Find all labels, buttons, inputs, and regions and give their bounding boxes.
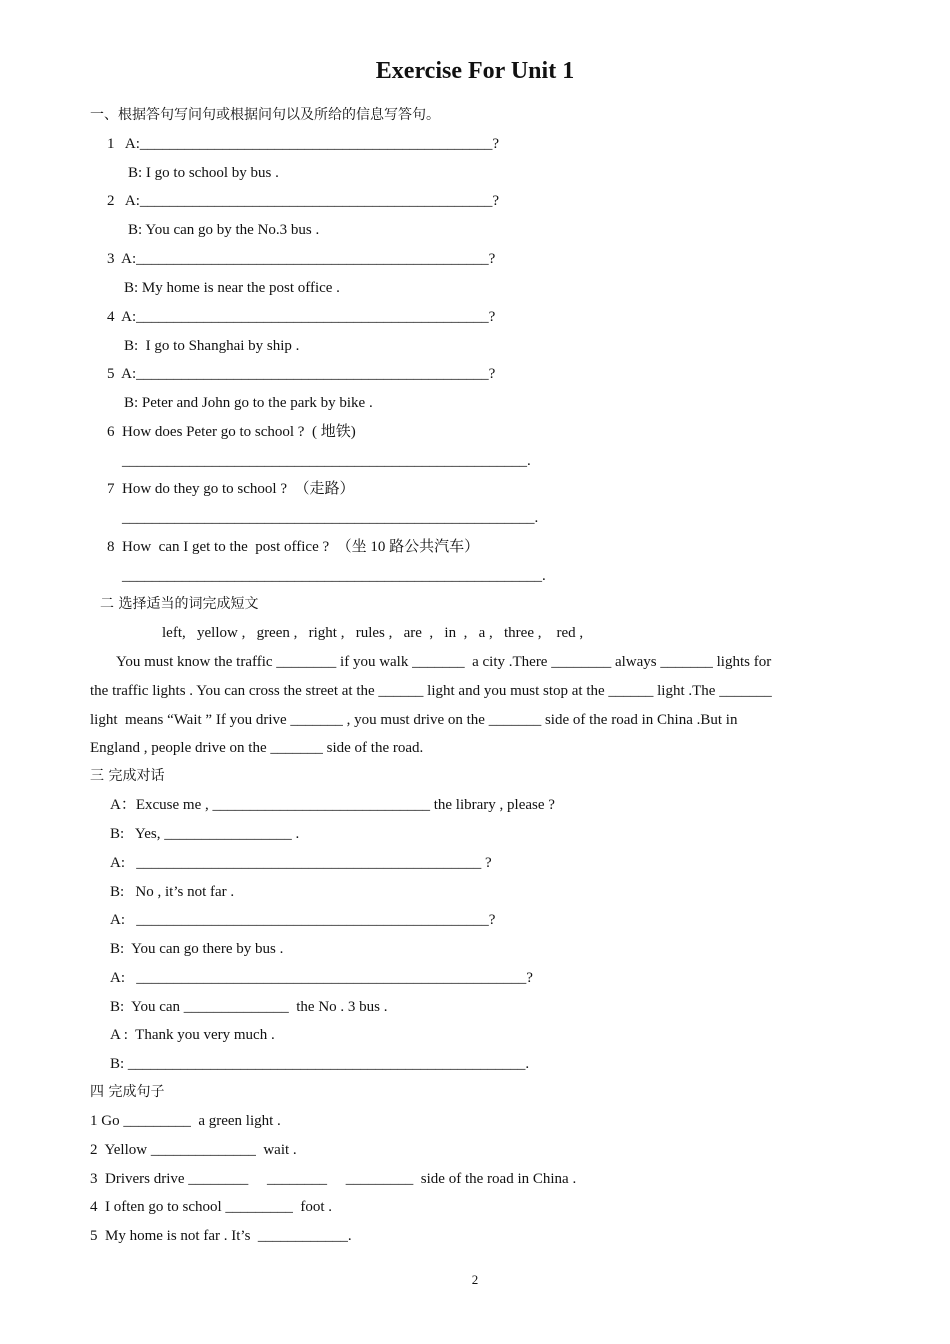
section2-heading: 二 选择适当的词完成短文	[100, 596, 259, 612]
dialogue-line-8: B: You can ______________ the No . 3 bus .	[110, 999, 388, 1015]
page-title: Exercise For Unit 1	[375, 58, 575, 84]
sentence-5: 5 My home is not far . It’s ____________.	[90, 1228, 352, 1244]
page-number: 2	[471, 1272, 479, 1287]
section4-heading: 四 完成句子	[90, 1084, 165, 1100]
s1-item2-question: 2 A:_______________________________________________?	[107, 193, 500, 209]
dialogue-line-9: A : Thank you very much .	[110, 1027, 275, 1043]
passage-line-4: England , people drive on the _______ side of the road.	[90, 740, 424, 756]
sentence-2: 2 Yellow ______________ wait .	[90, 1142, 297, 1158]
section3-heading: 三 完成对话	[90, 768, 165, 784]
sentence-4: 4 I often go to school _________ foot .	[90, 1199, 333, 1215]
dialogue-line-6: B: You can go there by bus .	[110, 941, 284, 957]
section1-heading: 一、根据答句写问句或根据问句以及所给的信息写答句。	[90, 107, 440, 123]
dialogue-line-4: B: No , it’s not far .	[110, 884, 235, 900]
dialogue-line-2: B: Yes, _________________ .	[110, 826, 300, 842]
s1-q8-answer-line: ________________________________________________________.	[122, 568, 546, 584]
dialogue-line-3: A: ______________________________________________ ?	[110, 855, 492, 871]
sentence-3: 3 Drivers drive ________ ________ _________ side of the road in China .	[90, 1171, 577, 1187]
s1-q8: 8 How can I get to the post office ? （坐 10 路公共汽车）	[107, 539, 480, 555]
dialogue-line-1: A：Excuse me , _____________________________ the library , please ?	[110, 797, 555, 813]
s1-q6: 6 How does Peter go to school ? ( 地铁)	[107, 424, 356, 440]
s1-item3-answer: B: My home is near the post office .	[124, 280, 340, 296]
passage-line-2: the traffic lights . You can cross the street at the ______ light and you must stop at the ______ light .The _______	[90, 683, 772, 699]
s1-item3-question: 3 A:_______________________________________________?	[107, 251, 496, 267]
s1-item1-question: 1 A:_______________________________________________?	[107, 136, 500, 152]
s1-q7-answer-line: _______________________________________________________.	[122, 510, 539, 526]
dialogue-line-7: A: ____________________________________________________?	[110, 970, 533, 986]
s1-item5-question: 5 A:_______________________________________________?	[107, 366, 496, 382]
sentence-1: 1 Go _________ a green light .	[90, 1113, 281, 1129]
s1-q7: 7 How do they go to school ? （走路）	[107, 481, 355, 497]
dialogue-line-10: B: _____________________________________________________.	[110, 1056, 530, 1072]
s1-item4-question: 4 A:_______________________________________________?	[107, 309, 496, 325]
s1-item4-answer: B: I go to Shanghai by ship .	[124, 338, 300, 354]
dialogue-line-5: A: _______________________________________________?	[110, 912, 496, 928]
s1-item1-answer: B: I go to school by bus .	[128, 165, 279, 181]
s1-item5-answer: B: Peter and John go to the park by bike .	[124, 395, 373, 411]
passage-line-3: light means “Wait ” If you drive _______ , you must drive on the _______ side of the road in China .But in	[90, 712, 738, 728]
s1-item2-answer: B: You can go by the No.3 bus .	[128, 222, 320, 238]
word-bank: left, yellow , green , right , rules , are , in , a , three , red ,	[162, 625, 584, 641]
s1-q6-answer-line: ______________________________________________________.	[122, 453, 531, 469]
passage-line-1: You must know the traffic ________ if you walk _______ a city .There ________ always _______ lights for	[116, 654, 772, 670]
